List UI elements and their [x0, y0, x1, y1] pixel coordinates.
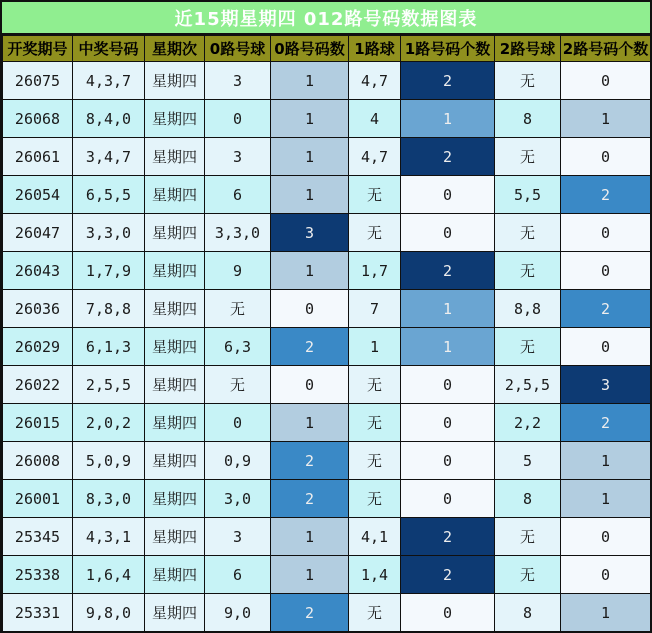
road1-count-cell: 2 [401, 252, 495, 290]
road0-balls-cell: 3 [205, 518, 271, 556]
weekday-cell: 星期四 [145, 138, 205, 176]
weekday-cell: 星期四 [145, 556, 205, 594]
road0-count-cell: 2 [271, 594, 349, 632]
weekday-cell: 星期四 [145, 480, 205, 518]
col-header-road0-balls: 0路号球 [205, 36, 271, 62]
winning-numbers-cell: 6,1,3 [73, 328, 145, 366]
lottery-data-table [2, 35, 651, 632]
table-row [3, 176, 651, 214]
road1-count-cell: 1 [401, 100, 495, 138]
col-header-road1-count: 1路号码个数 [401, 36, 495, 62]
road1-count-cell: 2 [401, 518, 495, 556]
road2-balls-cell: 无 [495, 214, 561, 252]
weekday-cell: 星期四 [145, 214, 205, 252]
winning-numbers-cell: 5,0,9 [73, 442, 145, 480]
weekday-cell: 星期四 [145, 100, 205, 138]
road0-count-cell: 1 [271, 176, 349, 214]
col-header-period: 开奖期号 [3, 36, 73, 62]
road1-count-cell: 2 [401, 138, 495, 176]
road0-count-cell: 1 [271, 100, 349, 138]
period-cell: 26061 [3, 138, 73, 176]
weekday-cell: 星期四 [145, 176, 205, 214]
road0-balls-cell: 9,0 [205, 594, 271, 632]
weekday-cell: 星期四 [145, 442, 205, 480]
road1-balls-cell: 4,7 [349, 138, 401, 176]
weekday-cell: 星期四 [145, 252, 205, 290]
road2-balls-cell: 8 [495, 594, 561, 632]
weekday-cell: 星期四 [145, 366, 205, 404]
road2-count-cell: 0 [561, 214, 651, 252]
road0-balls-cell: 3 [205, 62, 271, 100]
road1-balls-cell: 无 [349, 442, 401, 480]
road2-count-cell: 0 [561, 328, 651, 366]
road2-count-cell: 2 [561, 404, 651, 442]
winning-numbers-cell: 3,3,0 [73, 214, 145, 252]
road2-balls-cell: 8 [495, 100, 561, 138]
road0-balls-cell: 6 [205, 176, 271, 214]
road2-count-cell: 1 [561, 100, 651, 138]
road2-balls-cell: 8 [495, 480, 561, 518]
table-row [3, 594, 651, 632]
road0-count-cell: 2 [271, 480, 349, 518]
road0-balls-cell: 3,3,0 [205, 214, 271, 252]
road1-count-cell: 2 [401, 556, 495, 594]
weekday-cell: 星期四 [145, 594, 205, 632]
period-cell: 26001 [3, 480, 73, 518]
weekday-cell: 星期四 [145, 328, 205, 366]
col-header-numbers: 中奖号码 [73, 36, 145, 62]
road1-balls-cell: 4,7 [349, 62, 401, 100]
period-cell: 26029 [3, 328, 73, 366]
road2-balls-cell: 无 [495, 518, 561, 556]
road2-count-cell: 0 [561, 62, 651, 100]
road0-balls-cell: 9 [205, 252, 271, 290]
road0-count-cell: 1 [271, 518, 349, 556]
road2-balls-cell: 无 [495, 328, 561, 366]
weekday-cell: 星期四 [145, 404, 205, 442]
road1-count-cell: 0 [401, 404, 495, 442]
winning-numbers-cell: 1,7,9 [73, 252, 145, 290]
table-row [3, 328, 651, 366]
road1-balls-cell: 4,1 [349, 518, 401, 556]
road1-balls-cell: 1 [349, 328, 401, 366]
col-header-road2-count: 2路号码个数 [561, 36, 651, 62]
winning-numbers-cell: 8,3,0 [73, 480, 145, 518]
winning-numbers-cell: 2,5,5 [73, 366, 145, 404]
road1-count-cell: 1 [401, 290, 495, 328]
table-row [3, 518, 651, 556]
period-cell: 26047 [3, 214, 73, 252]
road0-count-cell: 1 [271, 138, 349, 176]
road1-balls-cell: 1,4 [349, 556, 401, 594]
road1-balls-cell: 无 [349, 594, 401, 632]
road0-count-cell: 1 [271, 404, 349, 442]
road0-balls-cell: 3,0 [205, 480, 271, 518]
road2-count-cell: 2 [561, 290, 651, 328]
winning-numbers-cell: 8,4,0 [73, 100, 145, 138]
road2-balls-cell: 5,5 [495, 176, 561, 214]
road0-count-cell: 1 [271, 252, 349, 290]
road2-balls-cell: 2,2 [495, 404, 561, 442]
period-cell: 26036 [3, 290, 73, 328]
road2-count-cell: 0 [561, 556, 651, 594]
road0-count-cell: 2 [271, 442, 349, 480]
winning-numbers-cell: 1,6,4 [73, 556, 145, 594]
road1-count-cell: 0 [401, 214, 495, 252]
road0-balls-cell: 3 [205, 138, 271, 176]
chart-title: 近15期星期四 012路号码数据图表 [2, 2, 650, 35]
road1-count-cell: 2 [401, 62, 495, 100]
table-row [3, 366, 651, 404]
road1-balls-cell: 1,7 [349, 252, 401, 290]
road0-balls-cell: 无 [205, 366, 271, 404]
table-row [3, 290, 651, 328]
road1-count-cell: 0 [401, 176, 495, 214]
road1-balls-cell: 7 [349, 290, 401, 328]
road0-count-cell: 0 [271, 366, 349, 404]
period-cell: 26054 [3, 176, 73, 214]
table-row [3, 252, 651, 290]
road2-count-cell: 1 [561, 594, 651, 632]
col-header-weekday: 星期次 [145, 36, 205, 62]
col-header-road1-balls: 1路球 [349, 36, 401, 62]
road1-balls-cell: 无 [349, 480, 401, 518]
table-row [3, 214, 651, 252]
winning-numbers-cell: 4,3,7 [73, 62, 145, 100]
period-cell: 26022 [3, 366, 73, 404]
winning-numbers-cell: 3,4,7 [73, 138, 145, 176]
road0-count-cell: 1 [271, 62, 349, 100]
road2-balls-cell: 无 [495, 252, 561, 290]
road1-count-cell: 1 [401, 328, 495, 366]
road2-balls-cell: 5 [495, 442, 561, 480]
road1-balls-cell: 无 [349, 404, 401, 442]
winning-numbers-cell: 4,3,1 [73, 518, 145, 556]
road2-balls-cell: 8,8 [495, 290, 561, 328]
period-cell: 25331 [3, 594, 73, 632]
col-header-road0-count: 0路号码数 [271, 36, 349, 62]
road0-count-cell: 3 [271, 214, 349, 252]
road2-balls-cell: 2,5,5 [495, 366, 561, 404]
weekday-cell: 星期四 [145, 62, 205, 100]
road1-balls-cell: 无 [349, 214, 401, 252]
winning-numbers-cell: 9,8,0 [73, 594, 145, 632]
road0-count-cell: 0 [271, 290, 349, 328]
road2-balls-cell: 无 [495, 138, 561, 176]
road1-count-cell: 0 [401, 442, 495, 480]
period-cell: 25338 [3, 556, 73, 594]
winning-numbers-cell: 6,5,5 [73, 176, 145, 214]
table-row [3, 556, 651, 594]
road0-balls-cell: 6 [205, 556, 271, 594]
table-row [3, 100, 651, 138]
col-header-road2-balls: 2路号球 [495, 36, 561, 62]
road2-count-cell: 3 [561, 366, 651, 404]
period-cell: 26008 [3, 442, 73, 480]
period-cell: 26068 [3, 100, 73, 138]
road0-count-cell: 1 [271, 556, 349, 594]
road1-count-cell: 0 [401, 594, 495, 632]
road1-balls-cell: 无 [349, 176, 401, 214]
weekday-cell: 星期四 [145, 518, 205, 556]
road0-balls-cell: 6,3 [205, 328, 271, 366]
winning-numbers-cell: 2,0,2 [73, 404, 145, 442]
table-row [3, 480, 651, 518]
period-cell: 25345 [3, 518, 73, 556]
weekday-cell: 星期四 [145, 290, 205, 328]
road0-balls-cell: 0 [205, 404, 271, 442]
road2-balls-cell: 无 [495, 62, 561, 100]
road2-count-cell: 0 [561, 138, 651, 176]
road1-count-cell: 0 [401, 480, 495, 518]
table-row [3, 138, 651, 176]
road1-balls-cell: 4 [349, 100, 401, 138]
table-row [3, 404, 651, 442]
road0-balls-cell: 0,9 [205, 442, 271, 480]
road2-count-cell: 0 [561, 518, 651, 556]
period-cell: 26015 [3, 404, 73, 442]
road2-balls-cell: 无 [495, 556, 561, 594]
table-row [3, 62, 651, 100]
road2-count-cell: 2 [561, 176, 651, 214]
winning-numbers-cell: 7,8,8 [73, 290, 145, 328]
table-body [3, 62, 651, 632]
table-row [3, 442, 651, 480]
period-cell: 26075 [3, 62, 73, 100]
header-row [3, 36, 651, 62]
road2-count-cell: 0 [561, 252, 651, 290]
road1-balls-cell: 无 [349, 366, 401, 404]
road2-count-cell: 1 [561, 480, 651, 518]
road0-balls-cell: 无 [205, 290, 271, 328]
road0-count-cell: 2 [271, 328, 349, 366]
period-cell: 26043 [3, 252, 73, 290]
road0-balls-cell: 0 [205, 100, 271, 138]
road1-count-cell: 0 [401, 366, 495, 404]
road2-count-cell: 1 [561, 442, 651, 480]
